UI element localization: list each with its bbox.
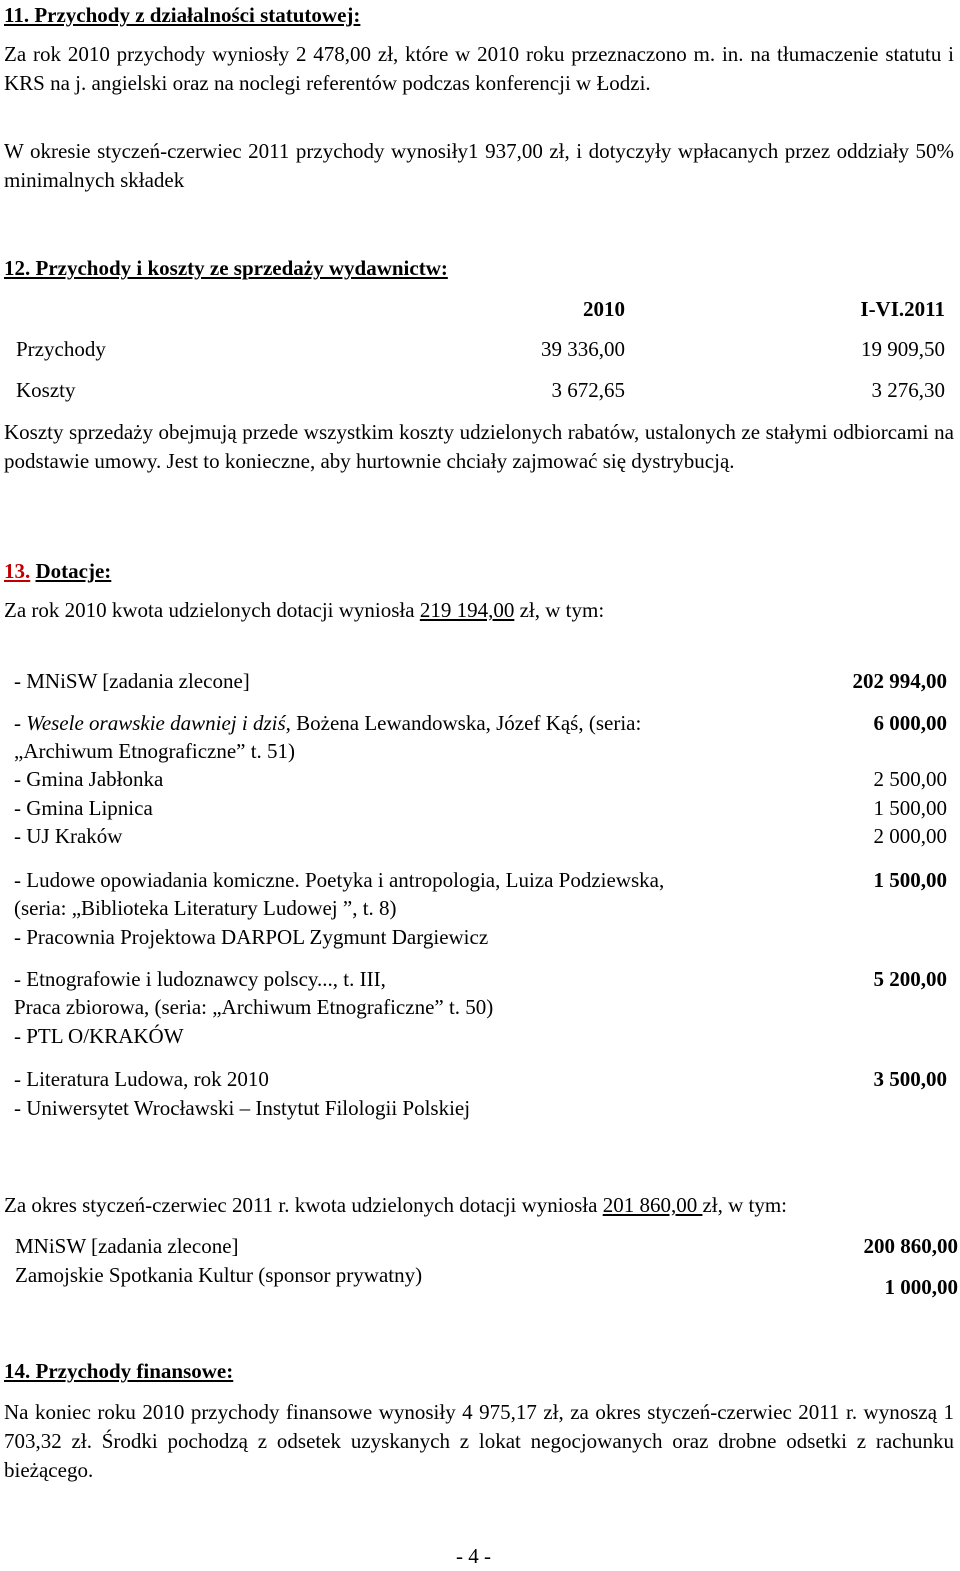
row-value-2010: 39 336,00: [541, 337, 625, 361]
row-label: Przychody: [16, 337, 106, 361]
grant-wesele-line1: [14, 709, 641, 738]
section-11-paragraph-1: Za rok 2010 przychody wyniosły 2 478,00 zł, które w 2010 roku przeznaczono m. in. na tłumaczenie statutu i KRS na j. angielski oraz na noclegi referentów podczas konferencji w Łodzi.: [4, 42, 954, 95]
section-14-heading: 14. Przychody finansowe:: [4, 1359, 234, 1383]
book-title: Wesele orawskie dawniej i dziś: [26, 711, 286, 735]
section-11-heading: 11. Przychody z działalności statutowej:: [4, 3, 361, 27]
section-12-note: Koszty sprzedaży obejmują przede wszystkim koszty udzielonych rabatów, ustalonych ze stałymi odbiorcami na podstawie umowy. Jest to konieczne, aby hurtownie chciały zajmować się dystrybucją.: [4, 420, 954, 473]
grant-literatura-line2: - Uniwersytet Wrocławski – Instytut Filologii Polskiej: [14, 1096, 471, 1120]
grant-literatura-line1: - Literatura Ludowa, rok 2010: [14, 1067, 269, 1091]
page-number: - 4 -: [456, 1544, 491, 1568]
grant-jablonka-amount: 2 500,00: [873, 767, 947, 791]
col-header-2010: 2010: [583, 297, 625, 321]
intro-suffix: zł, w tym:: [519, 598, 605, 622]
grant-uj: - UJ Kraków: [14, 824, 123, 848]
grant-ludowe-line1: - Ludowe opowiadania komiczne. Poetyka i antropologia, Luiza Podziewska,: [14, 868, 665, 892]
section-13-number: 13.: [4, 559, 31, 583]
grant-uj-amount: 2 000,00: [873, 824, 947, 848]
section-13-period: [4, 1191, 787, 1220]
period-amount: 201 860,00: [602, 1193, 703, 1217]
grant-2011-mnisw-amount: 200 860,00: [863, 1234, 958, 1258]
grant-wesele-line2: „Archiwum Etnograficzne” t. 51): [14, 739, 296, 763]
row-label: Koszty: [16, 378, 76, 402]
dash: -: [14, 711, 21, 735]
intro-amount: 219 194,00: [419, 598, 515, 622]
section-13-title: Dotacje:: [35, 559, 112, 583]
book-details: , Bożena Lewandowska, Józef Kąś, (seria:: [285, 711, 642, 735]
section-14-paragraph: Na koniec roku 2010 przychody finansowe wynosiły 4 975,17 zł, za okres styczeń-czerwiec 2011 r. wynoszą 1 703,32 zł. Środki pochodzą z odsetek uzyskanych z lokat negocjowanych oraz drobne odsetki z rachunku bieżącego.: [4, 1400, 954, 1482]
section-13-heading: [4, 557, 111, 586]
grant-etnografowie-line3: - PTL O/KRAKÓW: [14, 1024, 184, 1048]
section-11-paragraph-2: W okresie styczeń-czerwiec 2011 przychody wynosiły1 937,00 zł, i dotyczyły wpłacanych przez oddziały 50% minimalnych składek: [4, 139, 954, 192]
grant-2011-mnisw: MNiSW [zadania zlecone]: [15, 1234, 239, 1258]
grant-mnisw: - MNiSW [zadania zlecone]: [14, 669, 250, 693]
grant-lipnica: - Gmina Lipnica: [14, 796, 153, 820]
period-suffix: zł, w tym:: [702, 1193, 788, 1217]
section-12-heading: 12. Przychody i koszty ze sprzedaży wydawnictw:: [4, 256, 448, 280]
grant-etnografowie-amount: 5 200,00: [873, 967, 947, 991]
grant-2011-zamojskie: Zamojskie Spotkania Kultur (sponsor prywatny): [15, 1263, 423, 1287]
grant-etnografowie-line1: - Etnografowie i ludoznawcy polscy..., t. III,: [14, 967, 386, 991]
col-header-2011: I-VI.2011: [860, 297, 945, 321]
grant-mnisw-amount: 202 994,00: [852, 669, 947, 693]
grant-ludowe-line2: (seria: „Biblioteka Literatury Ludowej ”, t. 8): [14, 896, 397, 920]
grant-lipnica-amount: 1 500,00: [873, 796, 947, 820]
grant-jablonka: - Gmina Jabłonka: [14, 767, 164, 791]
grant-ludowe-line3: - Pracownia Projektowa DARPOL Zygmunt Dargiewicz: [14, 925, 489, 949]
grant-literatura-amount: 3 500,00: [873, 1067, 947, 1091]
grant-2011-zamojskie-amount: 1 000,00: [884, 1275, 958, 1299]
intro-text: Za rok 2010 kwota udzielonych dotacji wyniosła: [4, 598, 415, 622]
grant-wesele-amount: 6 000,00: [873, 711, 947, 735]
period-text: Za okres styczeń-czerwiec 2011 r. kwota udzielonych dotacji wyniosła: [4, 1193, 598, 1217]
row-value-2010: 3 672,65: [551, 378, 625, 402]
row-value-2011: 19 909,50: [861, 337, 945, 361]
grant-ludowe-amount: 1 500,00: [873, 868, 947, 892]
row-value-2011: 3 276,30: [871, 378, 945, 402]
grant-etnografowie-line2: Praca zbiorowa, (seria: „Archiwum Etnograficzne” t. 50): [14, 995, 494, 1019]
section-13-intro: [4, 596, 604, 625]
